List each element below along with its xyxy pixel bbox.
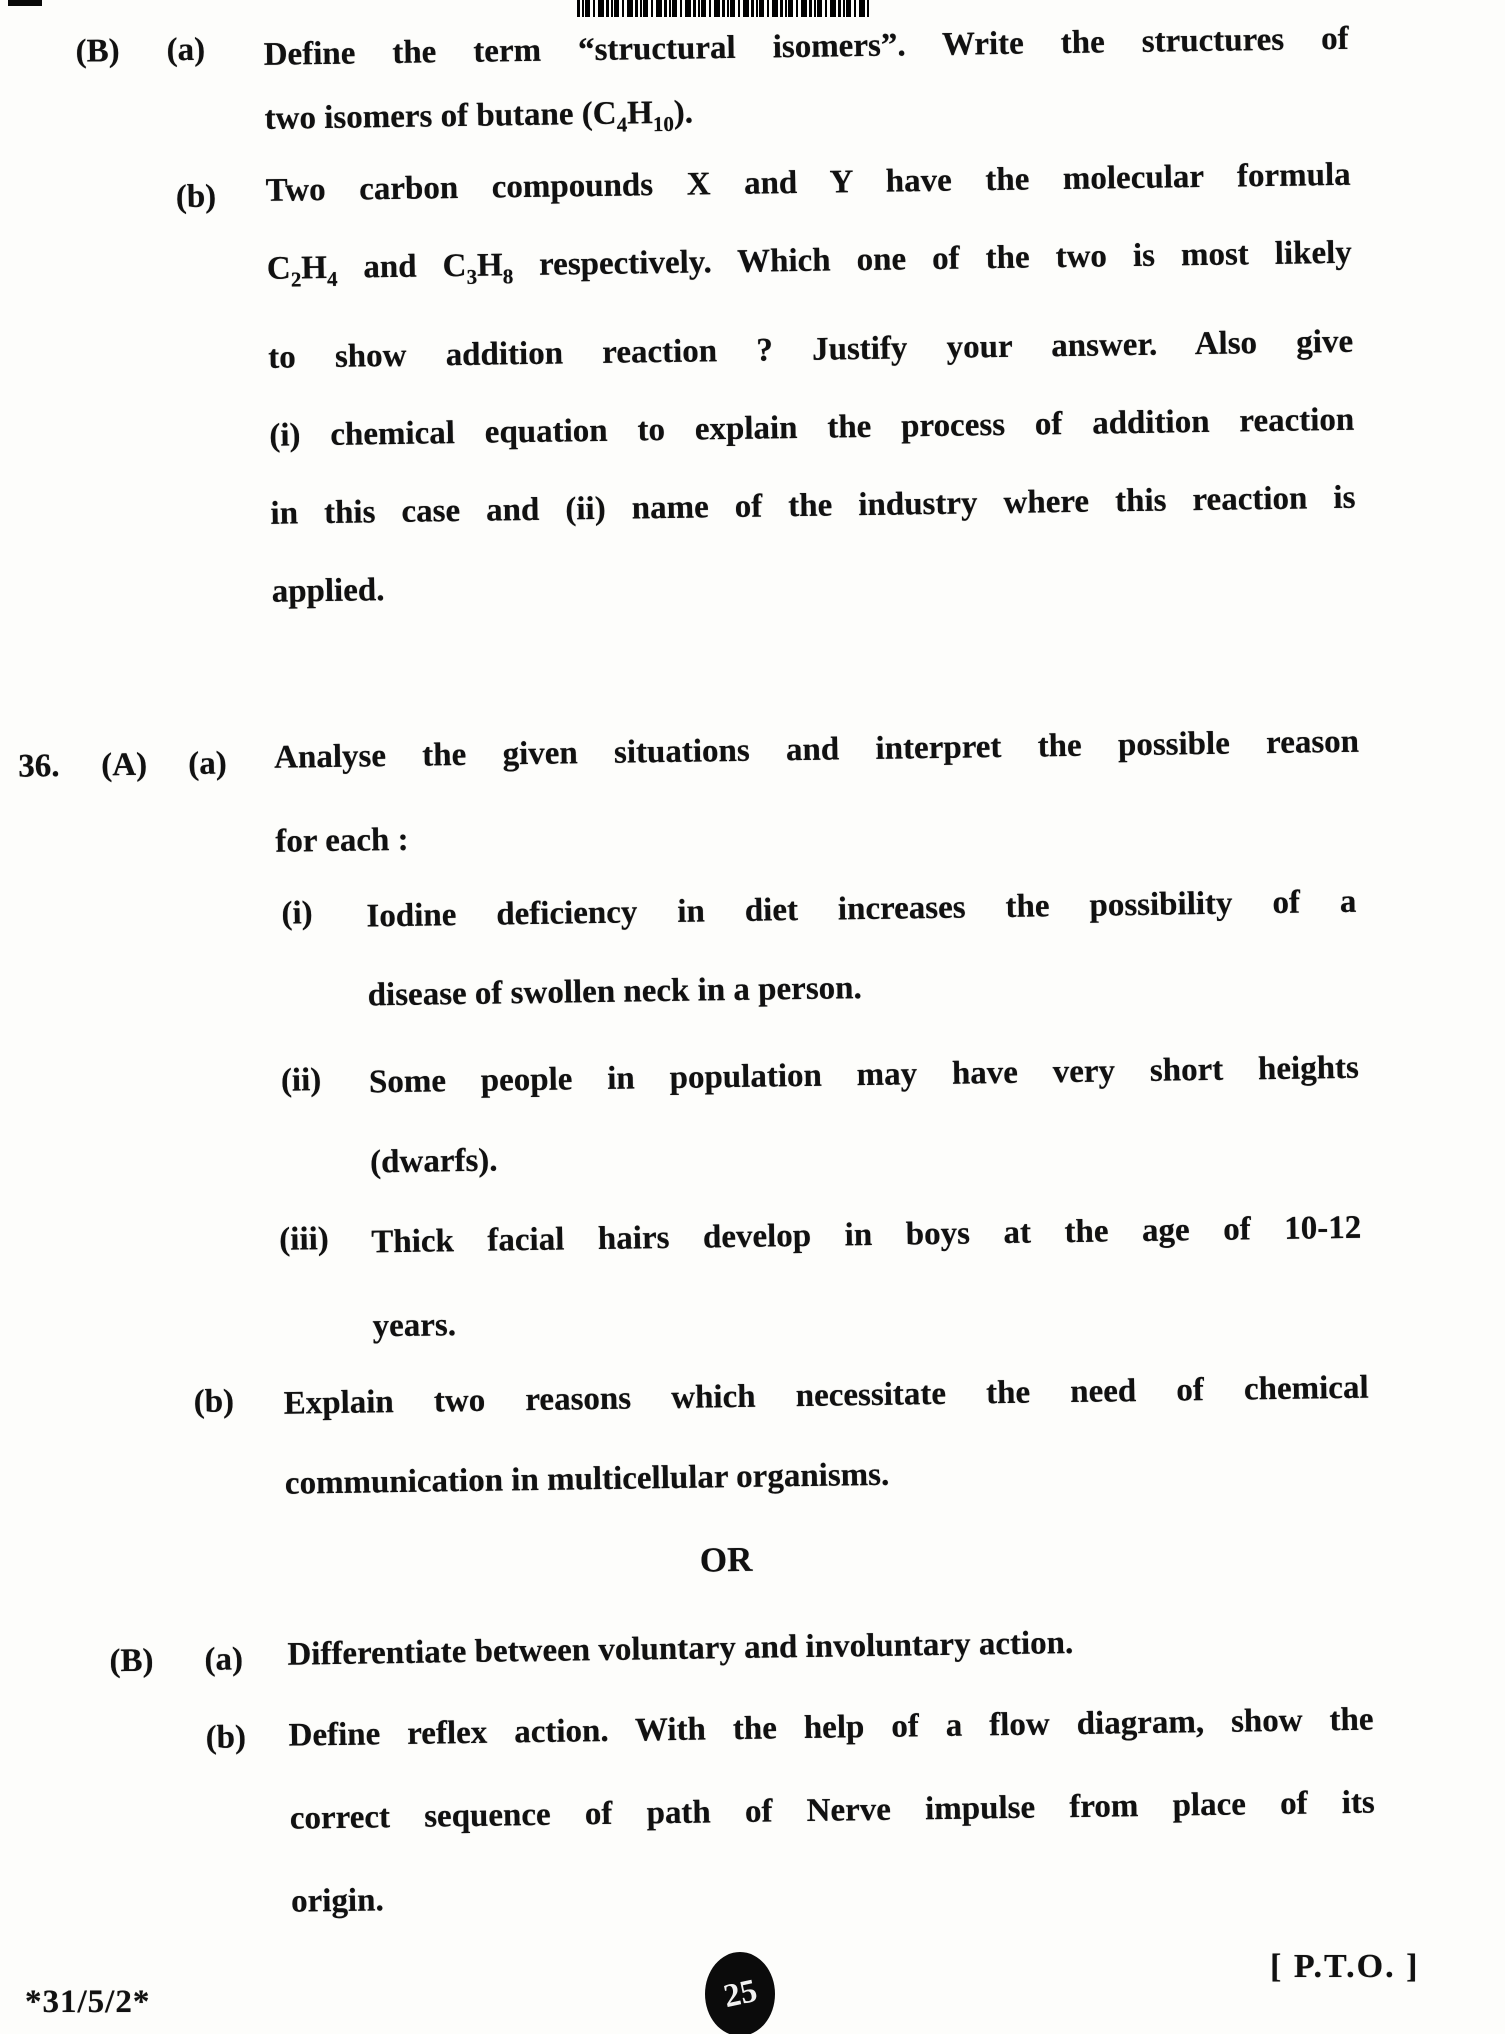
subscript: 3 xyxy=(466,264,478,289)
text-line: Two carbon compounds X and Y have the molecular formula xyxy=(265,156,1351,209)
formula-text: H xyxy=(300,249,328,287)
text-line: applied. xyxy=(271,572,385,610)
page-number-badge xyxy=(705,1952,775,2034)
text-line: to show addition reaction ? Justify your answer. Also give xyxy=(267,323,1354,376)
text-line: Define the term “structural isomers”. Write the structures of xyxy=(263,20,1349,73)
part-label-36B: (B) xyxy=(109,1642,154,1680)
text-line: Define reflex action. With the help of a flow diagram, show the xyxy=(288,1701,1374,1754)
formula-text: respectively. Which one of the two is most likely xyxy=(512,234,1353,284)
formula-text: ). xyxy=(673,94,694,131)
sub-label-36A-b: (b) xyxy=(193,1383,235,1421)
sub-label-35B-b: (b) xyxy=(175,178,217,216)
q36A-a-intro-paragraph xyxy=(274,700,1361,884)
text-line: Differentiate between voluntary and involuntary action. xyxy=(287,1625,1074,1673)
or-separator: OR xyxy=(699,1539,753,1580)
subscript: 2 xyxy=(290,267,302,292)
text-line-formula xyxy=(266,214,1352,319)
item-label-ii: (ii) xyxy=(280,1062,322,1099)
subscript: 10 xyxy=(652,111,675,137)
part-label-35B: (B) xyxy=(75,33,120,70)
q36A-a-item-ii xyxy=(368,1028,1360,1203)
page-number: 25 xyxy=(720,1972,760,2015)
formula-text: H xyxy=(626,95,654,132)
text-line: correct sequence of path of Nerve impulse from place of its xyxy=(289,1784,1376,1837)
q36A-a-item-iii xyxy=(371,1186,1363,1369)
sub-label-36A-a: (a) xyxy=(187,745,227,783)
formula-text: two isomers of butane (C xyxy=(264,95,617,137)
text-line: for each : xyxy=(275,821,409,860)
sub-label-35B-a: (a) xyxy=(166,31,206,69)
q36A-b-paragraph xyxy=(283,1348,1370,1524)
text-line: in this case and (ii) name of the industry where this reaction is xyxy=(270,479,1356,532)
text-line: (i) chemical equation to explain the process of addition reaction xyxy=(269,401,1355,454)
text-line: Explain two reasons which necessitate the need of chemical xyxy=(283,1369,1369,1422)
formula-text: C xyxy=(266,250,291,287)
formula-text: H xyxy=(476,247,503,284)
text-line: (dwarfs). xyxy=(369,1142,498,1181)
text-line: origin. xyxy=(290,1882,384,1920)
formula-text: and C xyxy=(337,247,467,286)
text-line: disease of swollen neck in a person. xyxy=(367,970,863,1014)
item-label-i: (i) xyxy=(281,895,313,932)
text-line: Thick facial hairs develop in boys at the age of 10-12 xyxy=(371,1209,1362,1261)
question-number-36: 36. xyxy=(17,747,60,785)
subscript: 8 xyxy=(502,264,514,289)
subscript: 4 xyxy=(616,112,628,137)
pto-label: [ P.T.O. ] xyxy=(1270,1948,1420,1985)
sub-label-36B-b: (b) xyxy=(205,1719,247,1756)
q36B-b-paragraph xyxy=(288,1679,1377,1944)
text-line: communication in multicellular organisms. xyxy=(284,1456,890,1502)
text-line: Analyse the given situations and interpret the possible reason xyxy=(273,723,1360,776)
part-label-36A: (A) xyxy=(100,746,148,784)
subscript: 4 xyxy=(326,266,338,291)
paper-code: *31/5/2* xyxy=(25,1984,151,2020)
text-line: Iodine deficiency in diet increases the possibility of a xyxy=(366,883,1357,935)
text-line: years. xyxy=(372,1307,457,1345)
text-line: Some people in population may have very short heights xyxy=(368,1049,1360,1101)
q35B-b-paragraph xyxy=(265,136,1357,631)
q36B-a-paragraph xyxy=(287,1619,1372,1675)
sub-label-36B-a: (a) xyxy=(204,1641,244,1678)
item-label-iii: (iii) xyxy=(279,1221,330,1258)
q36A-a-item-i xyxy=(366,863,1358,1036)
